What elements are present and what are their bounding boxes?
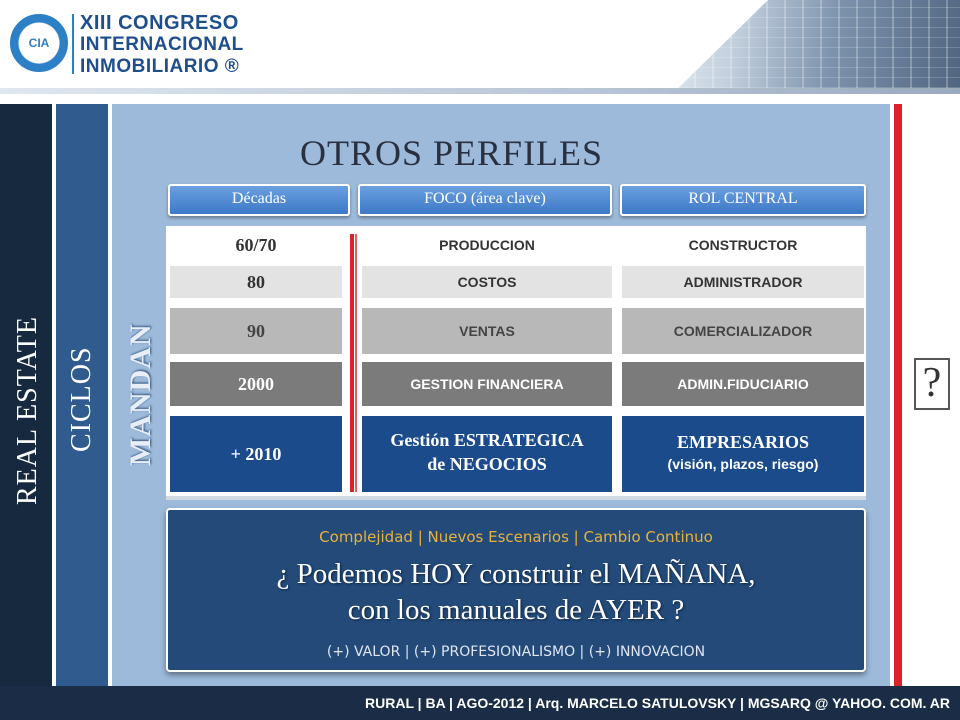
logo-divider bbox=[72, 14, 74, 74]
mandan-label: MANDAN bbox=[124, 323, 157, 466]
footer-bar bbox=[0, 686, 960, 720]
question-footer: (+) VALOR | (+) PROFESIONALISMO | (+) INNOVACION bbox=[326, 644, 706, 660]
column-header-rol: ROL CENTRAL bbox=[620, 184, 866, 216]
row-5-focus-line-1: Gestión ESTRATEGICA bbox=[390, 430, 584, 450]
row-4-decade: 2000 bbox=[170, 362, 342, 406]
real-estate-label: REAL ESTATE bbox=[12, 316, 43, 505]
row-1-role: CONSTRUCTOR bbox=[622, 232, 864, 258]
logo-line-1: XIII CONGRESO bbox=[80, 12, 239, 34]
right-red-band bbox=[894, 104, 902, 686]
question-box bbox=[166, 508, 866, 672]
column-header-foco: FOCO (área clave) bbox=[358, 184, 612, 216]
row-1-focus: PRODUCCION bbox=[362, 232, 612, 258]
seal-text: CIA bbox=[28, 36, 50, 50]
row-2-focus: COSTOS bbox=[362, 266, 612, 298]
row-4-focus: GESTION FINANCIERA bbox=[362, 362, 612, 406]
row-5-focus-cell bbox=[362, 416, 612, 492]
table-bottom-rule bbox=[166, 496, 866, 500]
row-3-decade: 90 bbox=[170, 308, 342, 354]
row-2-decade: 80 bbox=[170, 266, 342, 298]
header-bar bbox=[0, 88, 960, 94]
column-header-decadas: Décadas bbox=[168, 184, 350, 216]
row-1-decade: 60/70 bbox=[170, 232, 342, 258]
logo-line-2: INTERNACIONAL bbox=[80, 34, 244, 55]
column-separator-shadow bbox=[355, 234, 357, 492]
question-line-1: ¿ Podemos HOY construir el MAÑANA, bbox=[276, 558, 756, 590]
row-3-focus: VENTAS bbox=[362, 308, 612, 354]
row-2-role: ADMINISTRADOR bbox=[622, 266, 864, 298]
row-5-role-cell bbox=[622, 416, 864, 492]
row-5-role-line-1: EMPRESARIOS bbox=[676, 432, 810, 452]
question-mark-box: ? bbox=[914, 358, 950, 410]
row-4-role: ADMIN.FIDUCIARIO bbox=[622, 362, 864, 406]
logo-line-3: INMOBILIARIO ® bbox=[80, 56, 240, 77]
congress-seal-logo bbox=[10, 14, 68, 72]
row-3-role: COMERCIALIZADOR bbox=[622, 308, 864, 354]
row-5-focus-line-2: de NEGOCIOS bbox=[427, 454, 547, 474]
footer-credits: RURAL | BA | AGO-2012 | Arq. MARCELO SATULOVSKY | MGSARQ @ YAHOO. COM. AR bbox=[365, 695, 950, 711]
column-separator bbox=[350, 234, 354, 492]
question-line-2: con los manuales de AYER ? bbox=[347, 594, 685, 626]
question-subtitle: Complejidad | Nuevos Escenarios | Cambio Continuo bbox=[319, 528, 713, 546]
skyscraper-photo bbox=[640, 0, 960, 88]
header bbox=[0, 0, 960, 104]
slide-title: OTROS PERFILES bbox=[300, 133, 604, 173]
row-5-decade: + 2010 bbox=[170, 416, 342, 492]
ciclos-label: CICLOS bbox=[66, 346, 97, 452]
row-5-role-line-2: (visión, plazos, riesgo) bbox=[667, 456, 819, 472]
